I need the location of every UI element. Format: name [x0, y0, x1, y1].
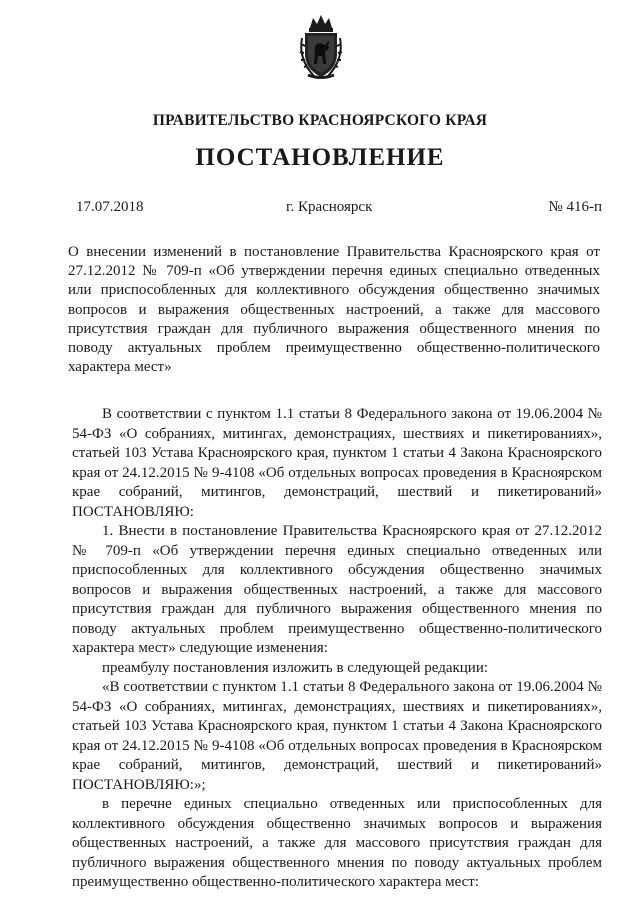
paragraph-list-intro: в перечне единых специально отведенных или приспособленных для коллективного обсуждения общественно значимых вопросов и выражения общественных настроений, а также для массового присутствия граждан для публичного выражения общественного мнения по поводу актуальных проблем преимущественно общественно-политического характера мест: — [72, 796, 602, 890]
paragraph-preamble: В соответствии с пунктом 1.1 статьи 8 Федерального закона от 19.06.2004 № 54-ФЗ «О собраниях, митингах, демонстрациях, шествиях и пикетированиях», статьей 103 Устава Красноярского края, пунктом 1 статьи 4 Закона Красноярского края от 24.12.2015 № 9-4108 «Об отдельных вопросах проведения в Красноярском крае собраний, митингов, демонстраций, шествий и пикетирований» ПОСТАНОВЛЯЮ: — [72, 406, 602, 520]
document-body — [72, 405, 602, 893]
paragraph-new-preamble: «В соответствии с пунктом 1.1 статьи 8 Федерального закона от 19.06.2004 № 54-ФЗ «О собраниях, митингах, демонстрациях, шествиях и пикетированиях», статьей 103 Устава Красноярского края, пунктом 1 статьи 4 Закона Красноярского края от 24.12.2015 № 9-4108 «Об отдельных вопросах проведения в Красноярском крае собраний, митингов, демонстраций, шествий и пикетирований» ПОСТАНОВЛЯЮ:»; — [72, 679, 602, 793]
paragraph-item-1: 1. Внести в постановление Правительства Красноярского края от 27.12.2012 № 709-п «Об утверждении перечня единых специально отведенных или приспособленных для коллективного обсуждения общественно значимых вопросов и выражения общественных настроений, а также для массового присутствия граждан для публичного выражения общественного мнения по поводу актуальных проблем преимущественно общественно-политического характера мест» следующие изменения: — [72, 523, 602, 656]
coat-of-arms-icon — [296, 14, 346, 80]
government-name: ПРАВИТЕЛЬСТВО КРАСНОЯРСКОГО КРАЯ — [152, 112, 488, 129]
document-number: № 416-п — [548, 199, 602, 215]
paragraph-preamble-instruction: преамбулу постановления изложить в следующей редакции: — [102, 659, 489, 676]
document-city: г. Красноярск — [286, 199, 373, 215]
document-subject: О внесении изменений в постановление Правительства Красноярского края от 27.12.2012 № 709-п «Об утверждении перечня единых специально отведенных или приспособленных для коллективного обсуждения общественно значимых вопросов и выражения общественных настроений, а также для массового присутствия граждан для публичного выражения общественного мнения по поводу актуальных проблем преимущественно общественно-политического характера мест» — [68, 244, 600, 376]
document-type-title: ПОСТАНОВЛЕНИЕ — [195, 144, 445, 171]
document-date: 17.07.2018 — [76, 199, 144, 215]
